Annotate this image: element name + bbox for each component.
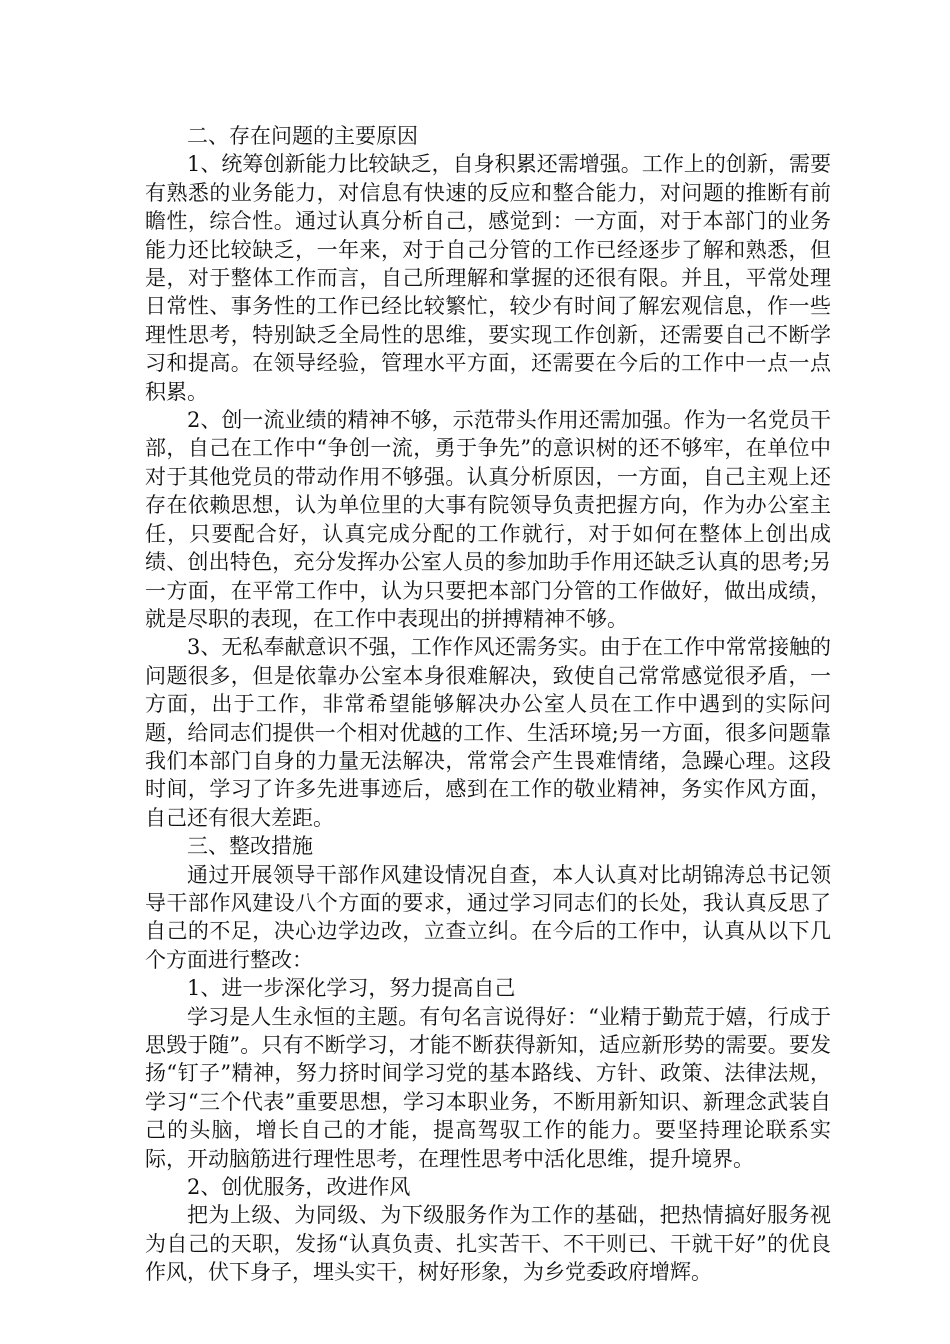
paragraph-service: 把为上级、为同级、为下级服务作为工作的基础，把热情搞好服务视为自己的天职，发扬“认真负责、扎实苦干、不干则已、干就干好”的优良作风，伏下身子，埋头实干，树好形象，为乡党委政府增辉。 bbox=[145, 1203, 831, 1285]
paragraph-innovation-ability: 1、统筹创新能力比较缺乏，自身积累还需增强。工作上的创新，需要有熟悉的业务能力，对信息有快速的反应和整合能力，对问题的推断有前瞻性，综合性。通过认真分析自己，感觉到：一方面，对于本部门的业务能力还比较缺乏，一年来，对于自己分管的工作已经逐步了解和熟悉，但是，对于整体工作而言，自己所理解和掌握的还很有限。并且，平常处理日常性、事务性的工作已经比较繁忙，较少有时间了解宏观信息，作一些理性思考，特别缺乏全局性的思维，要实现工作创新，还需要自己不断学习和提高。在领导经验，管理水平方面，还需要在今后的工作中一点一点积累。 bbox=[145, 152, 831, 404]
section-heading-causes: 二、存在问题的主要原因 bbox=[187, 124, 418, 148]
paragraph-first-class-spirit: 2、创一流业绩的精神不够，示范带头作用还需加强。作为一名党员干部，自己在工作中“争创一流，勇于争先”的意识树的还不够牢，在单位中对于其他党员的带动作用不够强。认真分析原因，一方面，自己主观上还存在依赖思想，认为单位里的大事有院领导负责把握方向，作为办公室主任，只要配合好，认真完成分配的工作就行，对于如何在整体上创出成绩、创出特色，充分发挥办公室人员的参加助手作用还缺乏认真的思考;另一方面，在平常工作中，认为只要把本部门分管的工作做好，做出成绩，就是尽职的表现，在工作中表现出的拼搏精神不够。 bbox=[145, 408, 831, 631]
subheading-deepen-learning: 1、进一步深化学习，努力提高自己 bbox=[187, 976, 516, 1001]
paragraph-self-inspection: 通过开展领导干部作风建设情况自查，本人认真对比胡锦涛总书记领导干部作风建设八个方面的要求，通过学习同志们的长处，我认真反思了自己的不足，决心边学边改，立查立纠。在今后的工作中，认真从以下几个方面进行整改： bbox=[145, 862, 831, 972]
paragraph-learning: 学习是人生永恒的主题。有句名言说得好：“业精于勤荒于嬉，行成于思毁于随”。只有不断学习，才能不断获得新知，适应新形势的需要。要发扬“钉子”精神，努力挤时间学习党的基本路线、方针、政策、法律法规，学习“三个代表”重要思想，学习本职业务，不断用新知识、新理念武装自己的头脑，增长自己的才能，提高驾驭工作的能力。要坚持理论联系实际，开动脑筋进行理性思考，在理性思考中活化思维，提升境界。 bbox=[145, 1004, 831, 1171]
document-body bbox=[145, 122, 831, 1287]
subheading-improve-service: 2、创优服务，改进作风 bbox=[187, 1175, 411, 1200]
paragraph-dedication: 3、无私奉献意识不强，工作作风还需务实。由于在工作中常常接触的问题很多，但是依靠办公室本身很难解决，致使自己常常感觉很矛盾，一方面，出于工作，非常希望能够解决办公室人员在工作中遇到的实际问题，给同志们提供一个相对优越的工作、生活环境;另一方面，很多问题靠我们本部门自身的力量无法解决，常常会产生畏难情绪，急躁心理。这段时间，学习了许多先进事迹后，感到在工作的敬业精神，务实作风方面，自己还有很大差距。 bbox=[145, 635, 831, 830]
section-heading-rectification: 三、整改措施 bbox=[187, 834, 313, 859]
